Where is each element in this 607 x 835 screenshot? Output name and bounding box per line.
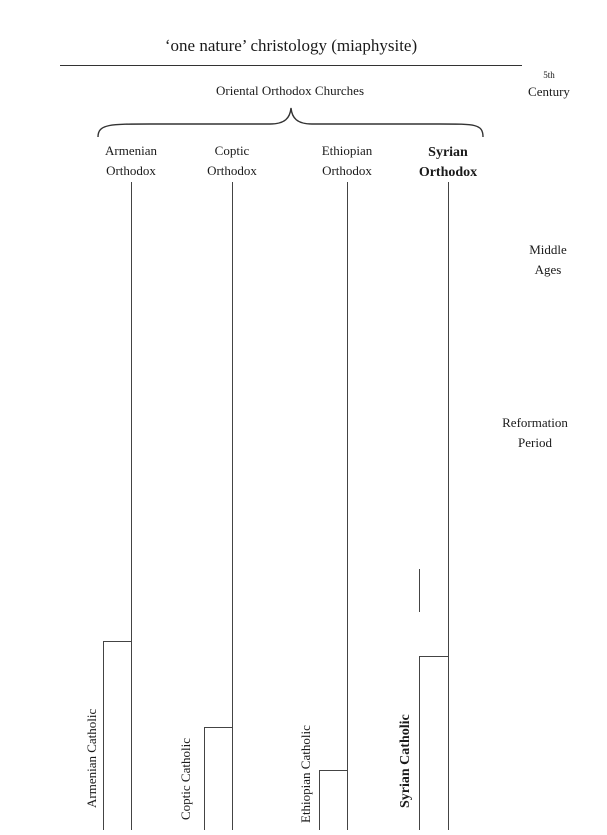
coptic-orthodox-line [232,182,233,830]
church-line1: Armenian [105,143,157,158]
church-line1: Syrian [428,145,468,160]
ethiopian-catholic-branch [319,770,348,771]
armenian-catholic-label: Armenian Catholic [84,708,99,808]
church-line2: Orthodox [418,165,478,180]
period-label: Century [528,84,570,99]
church-line2: Orthodox [322,163,372,178]
coptic-catholic-label: Coptic Catholic [178,738,193,820]
church-line1: Coptic [214,143,250,158]
church-coptic-orthodox [182,141,282,181]
syrian-catholic-label: Syrian Catholic [398,714,413,808]
period-line1: Reformation [502,415,568,430]
ethiopian-catholic-line [319,770,320,830]
period-sup: 5th [543,70,555,80]
church-syrian-orthodox [398,143,498,183]
armenian-catholic-line [103,641,104,830]
syrian-catholic-branch [419,656,449,657]
church-line2: Orthodox [106,163,156,178]
family-label: Oriental Orthodox Churches [215,83,365,98]
syrian-orthodox-line [448,182,449,830]
church-ethiopian-orthodox [297,141,397,181]
period-line2: Period [518,435,552,450]
church-line2: Orthodox [207,163,257,178]
ethiopian-orthodox-line [347,182,348,830]
armenian-orthodox-line [131,182,132,830]
coptic-catholic-line [204,727,205,830]
church-line1: Ethiopian [321,143,373,158]
syrian-catholic-line [419,656,420,830]
coptic-catholic-branch [204,727,233,728]
period-line2: Ages [534,262,562,277]
ethiopian-catholic-label: Ethiopian Catholic [298,725,313,823]
period-line1: Middle [529,242,567,257]
syrian-catholic-precursor-line [419,569,420,612]
church-armenian-orthodox [81,141,181,181]
diagram-title: ‘one nature’ christology (miaphysite) [164,36,418,55]
armenian-catholic-branch [103,641,132,642]
